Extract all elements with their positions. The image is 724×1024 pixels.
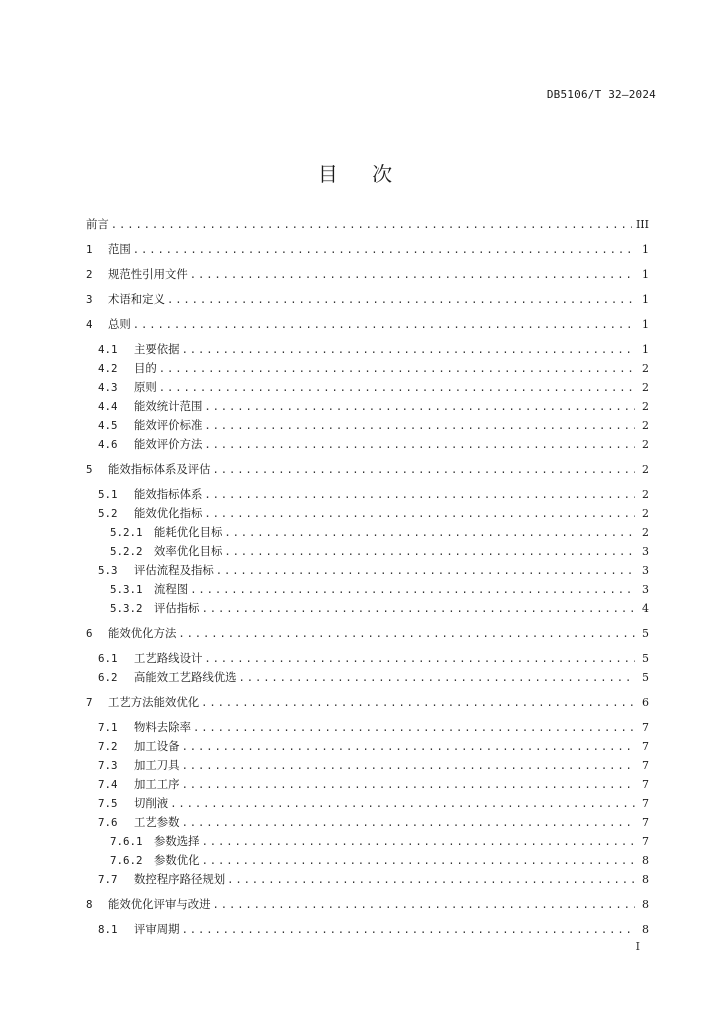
toc-entry-title: 加工工序 bbox=[134, 777, 180, 791]
toc-entry-page: 1 bbox=[642, 243, 649, 256]
toc-entry-page: 3 bbox=[642, 545, 649, 558]
toc-entry[interactable] bbox=[86, 738, 649, 757]
toc-entry[interactable] bbox=[86, 669, 649, 688]
toc-entry-title: 物料去除率 bbox=[134, 720, 191, 734]
toc-entry[interactable] bbox=[86, 871, 649, 890]
toc-entry-title: 范围 bbox=[108, 242, 131, 256]
toc-entry-page: 2 bbox=[642, 438, 649, 451]
toc-entry-page: 7 bbox=[642, 778, 649, 791]
toc-entry-title: 评审周期 bbox=[134, 922, 180, 936]
toc-entry-page: 8 bbox=[642, 854, 649, 867]
toc-entry[interactable] bbox=[86, 921, 649, 940]
toc-entry-title: 流程图 bbox=[154, 582, 189, 596]
toc-entry-title: 参数选择 bbox=[154, 834, 200, 848]
toc-entry-number: 5.3.2 bbox=[110, 602, 143, 615]
toc-entry-title: 原则 bbox=[134, 380, 157, 394]
toc-entry-page: 7 bbox=[642, 816, 649, 829]
toc-entry-page: 5 bbox=[642, 627, 649, 640]
toc-entry-number: 7.5 bbox=[98, 797, 118, 810]
document-code: DB5106/T 32—2024 bbox=[546, 88, 656, 101]
toc-entry-number: 4.4 bbox=[98, 400, 118, 413]
toc-entry-title: 数控程序路径规划 bbox=[134, 872, 226, 886]
toc-entry[interactable] bbox=[86, 650, 649, 669]
toc-entry-title: 高能效工艺路线优选 bbox=[134, 670, 237, 684]
toc-entry[interactable] bbox=[86, 316, 649, 335]
toc-entry-number: 8 bbox=[86, 898, 93, 911]
toc-entry-page: 5 bbox=[642, 671, 649, 684]
toc-entry-title: 能效优化方法 bbox=[108, 626, 177, 640]
dot-leader bbox=[182, 924, 635, 936]
toc-entry[interactable] bbox=[86, 417, 649, 436]
toc-entry[interactable] bbox=[86, 486, 649, 505]
toc-entry[interactable] bbox=[86, 291, 649, 310]
toc-entry-number: 6 bbox=[86, 627, 93, 640]
dot-leader bbox=[202, 836, 635, 848]
toc-entry-number: 7.3 bbox=[98, 759, 118, 772]
toc-entry-title: 能效评价标准 bbox=[134, 418, 203, 432]
toc-entry-page: 7 bbox=[642, 797, 649, 810]
toc-entry-title: 评估指标 bbox=[154, 601, 200, 615]
dot-leader bbox=[190, 584, 635, 596]
dot-leader bbox=[182, 741, 635, 753]
toc-entry-title: 能效指标体系及评估 bbox=[108, 462, 211, 476]
toc-entry-number: 5.3 bbox=[98, 564, 118, 577]
toc-entry-title: 规范性引用文件 bbox=[108, 267, 188, 281]
dot-leader bbox=[201, 697, 635, 709]
dot-leader bbox=[204, 420, 635, 432]
dot-leader bbox=[133, 319, 635, 331]
toc-entry-number: 1 bbox=[86, 243, 93, 256]
toc-entry-page: 8 bbox=[642, 898, 649, 911]
toc-entry-page: 7 bbox=[642, 835, 649, 848]
dot-leader bbox=[204, 489, 635, 501]
toc-entry-page: 2 bbox=[642, 419, 649, 432]
toc-entry-page: 2 bbox=[642, 362, 649, 375]
toc-entry-number: 5.2.2 bbox=[110, 545, 143, 558]
dot-leader bbox=[111, 219, 632, 231]
toc-entry-title: 能效统计范围 bbox=[134, 399, 203, 413]
toc-entry-number: 5.1 bbox=[98, 488, 118, 501]
toc-entry[interactable] bbox=[86, 436, 649, 455]
toc-entry-number: 7 bbox=[86, 696, 93, 709]
toc-entry-number: 2 bbox=[86, 268, 93, 281]
toc-entry[interactable] bbox=[86, 625, 649, 644]
toc-entry-title: 效率优化目标 bbox=[154, 544, 223, 558]
toc-entry-page: 2 bbox=[642, 526, 649, 539]
toc-entry-number: 5.3.1 bbox=[110, 583, 143, 596]
toc-entry-title: 主要依据 bbox=[134, 342, 180, 356]
toc-entry-title: 参数优化 bbox=[154, 853, 200, 867]
toc-entry-page: 1 bbox=[642, 293, 649, 306]
toc-entry-number: 4.6 bbox=[98, 438, 118, 451]
toc-entry-number: 4.3 bbox=[98, 381, 118, 394]
toc-entry-page: 4 bbox=[642, 602, 649, 615]
table-of-contents bbox=[86, 216, 649, 940]
toc-entry-title: 工艺方法能效优化 bbox=[108, 695, 200, 709]
toc-entry-page: 1 bbox=[642, 318, 649, 331]
page-title: 目 次 bbox=[317, 162, 407, 186]
toc-entry-page: 8 bbox=[642, 873, 649, 886]
toc-entry-number: 8.1 bbox=[98, 923, 118, 936]
toc-entry-page: 7 bbox=[642, 759, 649, 772]
toc-entry-number: 4.2 bbox=[98, 362, 118, 375]
toc-entry-number: 7.6 bbox=[98, 816, 118, 829]
toc-entry-title: 能效优化评审与改进 bbox=[108, 897, 211, 911]
toc-entry-title: 工艺参数 bbox=[134, 815, 180, 829]
toc-entry[interactable] bbox=[86, 719, 649, 738]
toc-entry-title: 能效指标体系 bbox=[134, 487, 203, 501]
toc-entry-number: 6.2 bbox=[98, 671, 118, 684]
toc-entry-page: 3 bbox=[642, 583, 649, 596]
toc-entry-number: 7.6.1 bbox=[110, 835, 143, 848]
dot-leader bbox=[227, 874, 635, 886]
dot-leader bbox=[216, 565, 635, 577]
toc-entry[interactable] bbox=[86, 581, 649, 600]
page-number: I bbox=[635, 940, 640, 953]
toc-entry-title: 能效评价方法 bbox=[134, 437, 203, 451]
toc-entry[interactable] bbox=[86, 543, 649, 562]
toc-entry[interactable] bbox=[86, 795, 649, 814]
dot-leader bbox=[239, 672, 635, 684]
toc-entry-page: 2 bbox=[642, 381, 649, 394]
toc-entry[interactable] bbox=[86, 505, 649, 524]
dot-leader bbox=[202, 603, 635, 615]
toc-entry-page: 2 bbox=[642, 400, 649, 413]
toc-entry-page: 8 bbox=[642, 923, 649, 936]
toc-entry-page: III bbox=[635, 218, 649, 231]
toc-entry[interactable] bbox=[86, 360, 649, 379]
toc-entry-page: 1 bbox=[642, 268, 649, 281]
toc-entry-title: 切削液 bbox=[134, 796, 169, 810]
toc-entry-page: 7 bbox=[642, 721, 649, 734]
dot-leader bbox=[202, 855, 635, 867]
toc-entry-number: 5.2.1 bbox=[110, 526, 143, 539]
toc-entry[interactable] bbox=[86, 694, 649, 713]
dot-leader bbox=[204, 439, 635, 451]
toc-entry[interactable] bbox=[86, 461, 649, 480]
toc-entry[interactable] bbox=[86, 398, 649, 417]
toc-entry-title: 加工刀具 bbox=[134, 758, 180, 772]
toc-entry-number: 7.7 bbox=[98, 873, 118, 886]
toc-entry-title: 能效优化指标 bbox=[134, 506, 203, 520]
dot-leader bbox=[182, 779, 635, 791]
toc-entry-number: 4.1 bbox=[98, 343, 118, 356]
toc-entry-title: 术语和定义 bbox=[108, 292, 165, 306]
toc-entry-title: 加工设备 bbox=[134, 739, 180, 753]
toc-entry-page: 7 bbox=[642, 740, 649, 753]
dot-leader bbox=[204, 508, 635, 520]
toc-entry[interactable] bbox=[86, 776, 649, 795]
toc-entry-page: 5 bbox=[642, 652, 649, 665]
toc-entry-number: 6.1 bbox=[98, 652, 118, 665]
toc-entry[interactable] bbox=[86, 341, 649, 360]
toc-entry-page: 2 bbox=[642, 463, 649, 476]
dot-leader bbox=[133, 244, 635, 256]
toc-entry-number: 5.2 bbox=[98, 507, 118, 520]
toc-entry[interactable] bbox=[86, 379, 649, 398]
toc-entry-title: 评估流程及指标 bbox=[134, 563, 214, 577]
dot-leader bbox=[204, 653, 635, 665]
toc-entry[interactable] bbox=[86, 241, 649, 260]
dot-leader bbox=[182, 817, 635, 829]
toc-entry[interactable] bbox=[86, 896, 649, 915]
dot-leader bbox=[213, 464, 635, 476]
toc-entry[interactable] bbox=[86, 266, 649, 285]
dot-leader bbox=[190, 269, 635, 281]
toc-entry-number: 4 bbox=[86, 318, 93, 331]
toc-entry[interactable] bbox=[86, 757, 649, 776]
toc-entry-page: 2 bbox=[642, 488, 649, 501]
toc-entry-number: 7.1 bbox=[98, 721, 118, 734]
toc-entry-number: 5 bbox=[86, 463, 93, 476]
toc-entry-title: 总则 bbox=[108, 317, 131, 331]
toc-entry[interactable] bbox=[86, 524, 649, 543]
toc-entry-title: 前言 bbox=[86, 217, 109, 231]
toc-entry-page: 1 bbox=[642, 343, 649, 356]
dot-leader bbox=[159, 382, 635, 394]
toc-entry-number: 7.4 bbox=[98, 778, 118, 791]
dot-leader bbox=[193, 722, 635, 734]
toc-entry-title: 目的 bbox=[134, 361, 157, 375]
dot-leader bbox=[159, 363, 635, 375]
toc-entry[interactable] bbox=[86, 833, 649, 852]
dot-leader bbox=[204, 401, 635, 413]
toc-entry-title: 工艺路线设计 bbox=[134, 651, 203, 665]
toc-entry[interactable] bbox=[86, 216, 649, 235]
toc-entry[interactable] bbox=[86, 852, 649, 871]
toc-entry[interactable] bbox=[86, 600, 649, 619]
dot-leader bbox=[224, 546, 635, 558]
dot-leader bbox=[170, 798, 635, 810]
dot-leader bbox=[213, 899, 635, 911]
dot-leader bbox=[182, 760, 635, 772]
dot-leader bbox=[178, 628, 635, 640]
toc-entry-page: 6 bbox=[642, 696, 649, 709]
dot-leader bbox=[182, 344, 635, 356]
toc-entry-page: 3 bbox=[642, 564, 649, 577]
toc-entry[interactable] bbox=[86, 562, 649, 581]
toc-entry-number: 7.6.2 bbox=[110, 854, 143, 867]
toc-entry[interactable] bbox=[86, 814, 649, 833]
toc-entry-title: 能耗优化目标 bbox=[154, 525, 223, 539]
toc-entry-number: 4.5 bbox=[98, 419, 118, 432]
toc-entry-page: 2 bbox=[642, 507, 649, 520]
dot-leader bbox=[224, 527, 635, 539]
toc-entry-number: 3 bbox=[86, 293, 93, 306]
toc-entry-number: 7.2 bbox=[98, 740, 118, 753]
dot-leader bbox=[167, 294, 635, 306]
